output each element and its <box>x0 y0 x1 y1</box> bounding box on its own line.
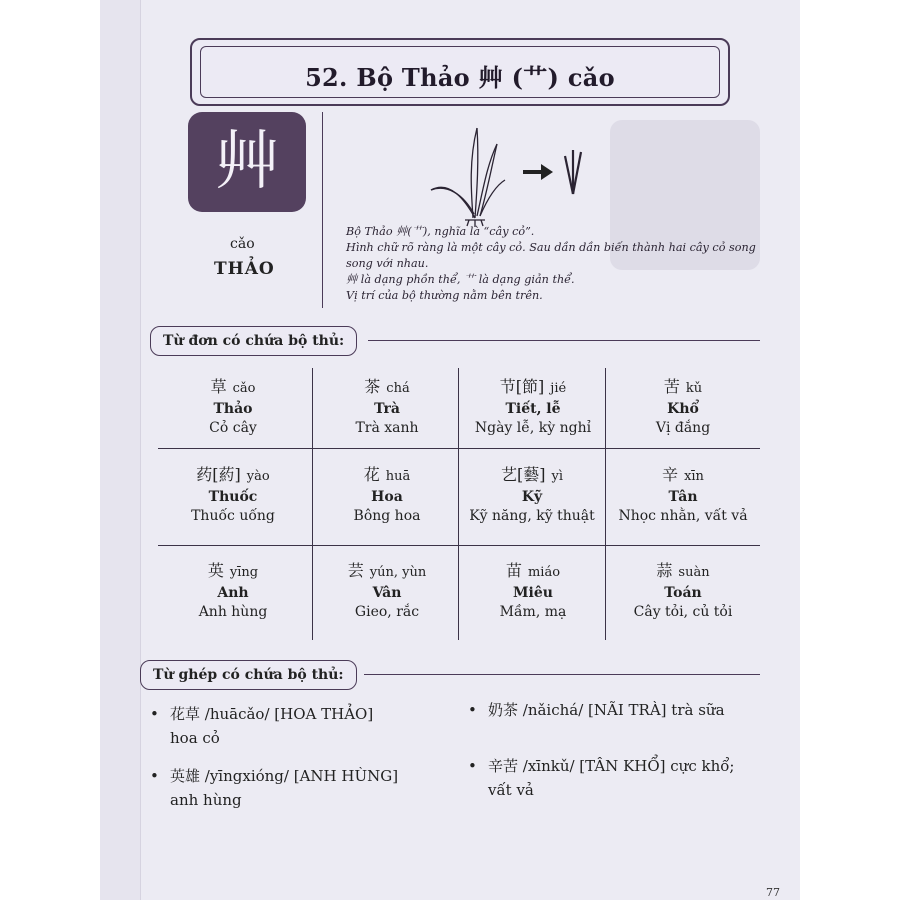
radical-glyph-box <box>188 112 306 212</box>
compound-item: • 奶茶 /nǎichá/ [NÃI TRÀ] trà sữa <box>468 701 725 719</box>
word-cell: 英 yīng Anh Anh hùng <box>198 561 268 620</box>
section-rule <box>368 340 760 341</box>
section-single-words-label: Từ đơn có chứa bộ thủ: <box>150 326 357 356</box>
word-cell: 节[節] jié Tiết, lễ Ngày lễ, kỳ nghỉ <box>474 377 592 436</box>
divider <box>322 112 323 308</box>
radical-han-viet: THẢO <box>214 259 275 279</box>
title-banner <box>190 38 730 106</box>
grass-evolution-illustration <box>425 120 595 230</box>
compound-item: • 英雄 /yīngxióng/ [ANH HÙNG] anh hùng <box>150 767 399 809</box>
section-rule <box>364 674 760 675</box>
radical-char: 艸 <box>215 125 279 199</box>
section-compound-words-label: Từ ghép có chứa bộ thủ: <box>140 660 357 690</box>
word-cell: 花 huā Hoa Bông hoa <box>353 465 421 524</box>
word-cell: 蒜 suàn Toán Cây tỏi, củ tỏi <box>633 561 733 620</box>
word-cell: 苗 miáo Miêu Mầm, mạ <box>499 561 567 620</box>
previous-page-edge <box>100 0 141 900</box>
compound-item: • 花草 /huācǎo/ [HOA THẢO] hoa cỏ <box>150 705 374 747</box>
word-cell: 草 cǎo Thảo Cỏ cây <box>209 377 257 436</box>
page-number: 77 <box>766 886 780 899</box>
word-cell: 芸 yún, yùn Vân Gieo, rắc <box>347 561 427 620</box>
word-cell: 艺[藝] yì Kỹ Kỹ năng, kỹ thuật <box>469 465 595 524</box>
page-title: 52. Bộ Thảo 艸 (艹) cǎo <box>305 63 615 92</box>
word-cell: 茶 chá Trà Trà xanh <box>355 377 419 436</box>
single-word-table <box>158 368 760 640</box>
word-cell: 药[葯] yào Thuốc Thuốc uống <box>191 465 275 524</box>
word-cell: 苦 kǔ Khổ Vị đắng <box>655 377 711 436</box>
radical-description: Bộ Thảo 艸(艹), nghĩa là “cây cỏ”. Hình chữ rõ ràng là một cây cỏ. Sau dần dần biến thành hai cây cỏ song song với nhau. 艸 là dạng phồn thể, 艹 là dạng giản thể. Vị trí của bộ thường nằm bên trên. <box>346 225 756 302</box>
compound-item: • 辛苦 /xīnkǔ/ [TÂN KHỔ] cực khổ; vất vả <box>468 757 735 799</box>
word-cell: 辛 xīn Tân Nhọc nhằn, vất vả <box>618 465 748 524</box>
radical-pinyin: cǎo <box>230 236 255 252</box>
